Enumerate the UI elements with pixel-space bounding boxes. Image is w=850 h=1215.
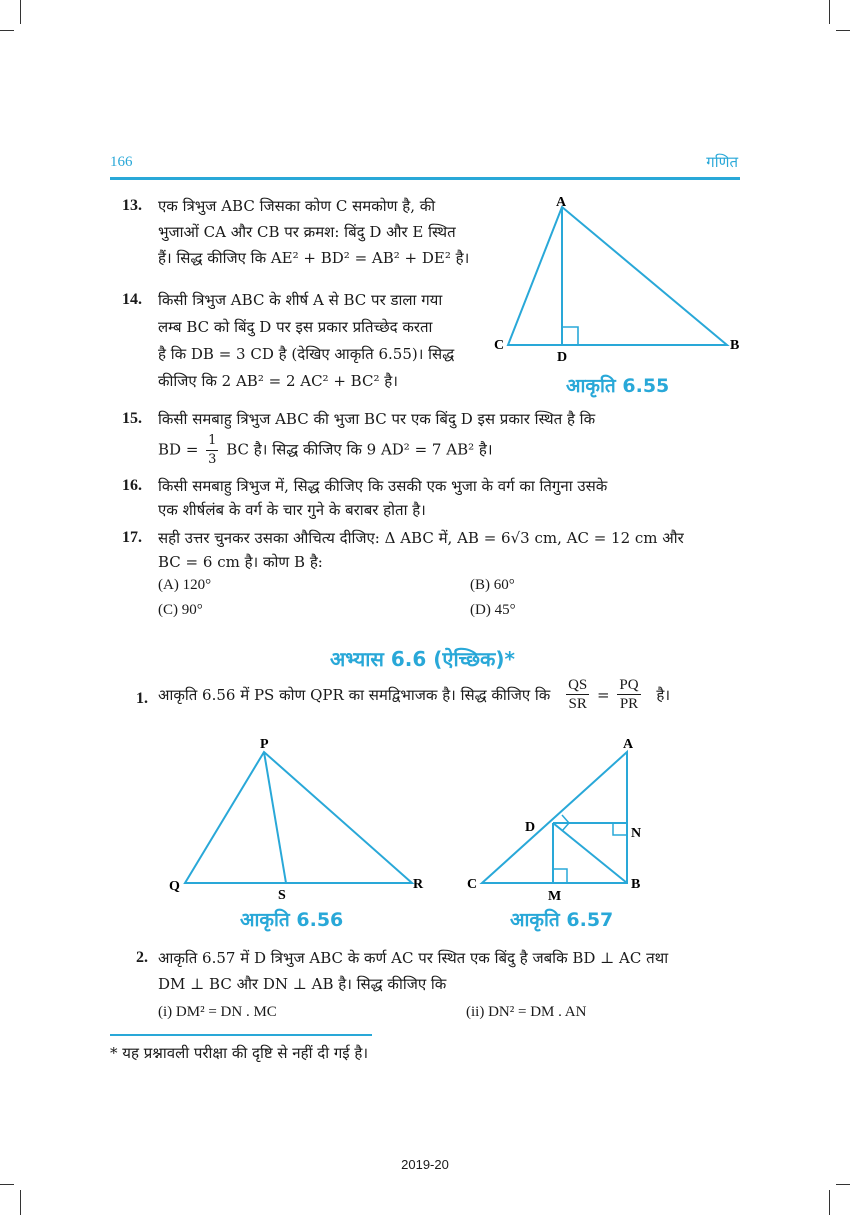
fraction-denominator: SR — [568, 696, 587, 712]
question-number: 13. — [122, 197, 142, 214]
option-c: (C) 90° — [158, 602, 203, 618]
question-line: किसी त्रिभुज ABC के शीर्ष A से BC पर डाला गया — [158, 291, 443, 309]
crop-mark — [0, 30, 14, 31]
exercise-question-1 — [110, 676, 750, 722]
question-line: किसी समबाहु त्रिभुज में, सिद्ध कीजिए कि उसकी एक भुजा के वर्ग का तिगुना उसके — [158, 477, 608, 495]
question-line: DM ⊥ BC और DN ⊥ AB है। सिद्ध कीजिए कि — [158, 975, 447, 993]
question-line: हैं। सिद्ध कीजिए कि AE² + BD² = AB² + DE² है। — [158, 249, 470, 267]
figure-6-55 — [490, 193, 750, 368]
bisector-ps — [264, 752, 286, 883]
vertex-label-c: C — [494, 338, 505, 353]
fraction — [617, 676, 640, 713]
vertex-label-a: A — [623, 737, 634, 752]
question-line — [158, 676, 670, 713]
question-number: 14. — [122, 291, 142, 308]
option-a: (A) 120° — [158, 577, 212, 593]
vertex-label-s: S — [278, 888, 286, 903]
vertex-label-n: N — [631, 826, 642, 841]
page-number: 166 — [110, 154, 133, 170]
triangle-abc — [508, 207, 727, 345]
question-line: एक शीर्षलंब के वर्ग के चार गुने के बराबर होता है। — [158, 501, 426, 519]
vertex-label-b: B — [730, 338, 740, 353]
perpendicular-bd — [553, 823, 627, 883]
footnote: * यह प्रश्नावली परीक्षा की दृष्टि से नहीं दी गई है। — [110, 1044, 369, 1062]
question-line: किसी समबाहु त्रिभुज ABC की भुजा BC पर एक बिंदु D इस प्रकार स्थित है कि — [158, 410, 596, 428]
fraction-numerator: 1 — [206, 432, 218, 451]
question-number: 2. — [136, 949, 148, 966]
option-b: (B) 60° — [470, 577, 515, 593]
part-i: (i) DM² = DN . MC — [158, 1004, 277, 1020]
question-line: है कि DB = 3 CD है (देखिए आकृति 6.55)। सिद्ध — [158, 345, 455, 363]
subject-title: गणित — [706, 153, 738, 171]
crop-mark — [829, 0, 830, 24]
figure-6-57 — [465, 735, 650, 910]
crop-mark — [836, 1184, 850, 1185]
vertex-label-m: M — [548, 889, 562, 904]
question-line: आकृति 6.57 में D त्रिभुज ABC के कर्ण AC पर स्थित एक बिंदु है जबकि BD ⊥ AC तथा — [158, 949, 669, 967]
option-d: (D) 45° — [470, 602, 516, 618]
fraction — [566, 676, 589, 713]
question-number: 17. — [122, 529, 142, 546]
equals-sign: = — [597, 685, 610, 704]
equation-rhs: BC है। सिद्ध कीजिए कि 9 AD² = 7 AB² है। — [226, 440, 493, 459]
question-line — [158, 432, 493, 469]
exercise-title: अभ्यास 6.6 (ऐच्छिक)* — [330, 647, 515, 671]
crop-mark — [20, 0, 21, 24]
question-text: है। — [656, 685, 671, 704]
crop-mark — [0, 1184, 14, 1185]
header-rule — [110, 177, 740, 180]
crop-mark — [829, 1190, 830, 1215]
question-line: भुजाओं CA और CB पर क्रमश: बिंदु D और E स्थित — [158, 223, 456, 241]
figure-caption: आकृति 6.56 — [240, 909, 344, 931]
fraction-numerator: PQ — [619, 677, 639, 693]
page-header — [110, 150, 740, 180]
vertex-label-r: R — [413, 877, 424, 892]
vertex-label-d: D — [525, 820, 536, 835]
question-line: लम्ब BC को बिंदु D पर इस प्रकार प्रतिच्छेद करता — [158, 318, 433, 336]
part-ii: (ii) DN² = DM . AN — [466, 1004, 587, 1020]
vertex-label-q: Q — [169, 879, 180, 894]
edition-year: 2019-20 — [401, 1157, 449, 1172]
question-text: आकृति 6.56 में PS कोण QPR का समद्विभाजक है। सिद्ध कीजिए कि — [158, 685, 551, 704]
crop-mark — [20, 1190, 21, 1215]
question-number: 15. — [122, 410, 142, 427]
question-number: 16. — [122, 477, 142, 494]
vertex-label-a: A — [556, 195, 567, 210]
fraction-denominator: PR — [619, 696, 639, 712]
question-line: कीजिए कि 2 AB² = 2 AC² + BC² है। — [158, 372, 398, 390]
crop-mark — [836, 30, 850, 31]
question-line: एक त्रिभुज ABC जिसका कोण C समकोण है, की — [158, 197, 436, 215]
right-angle-mark — [613, 823, 627, 835]
fraction-denominator: 3 — [208, 452, 217, 467]
vertex-label-d: D — [557, 350, 568, 365]
right-angle-mark — [562, 327, 578, 345]
question-line: BC = 6 cm है। कोण B है: — [158, 553, 323, 571]
figure-caption: आकृति 6.57 — [510, 909, 614, 931]
triangle-pqr — [185, 752, 412, 883]
footnote-rule — [110, 1034, 372, 1036]
vertex-label-b: B — [631, 877, 641, 892]
fraction-numerator: QS — [568, 677, 588, 693]
fraction — [206, 432, 218, 469]
vertex-label-p: P — [260, 737, 269, 752]
equation-lhs: BD = — [158, 440, 199, 459]
question-number: 1. — [136, 690, 148, 707]
figure-caption: आकृति 6.55 — [566, 375, 670, 397]
triangle-abc — [482, 752, 627, 883]
figure-6-56 — [165, 735, 435, 910]
question-line: सही उत्तर चुनकर उसका औचित्य दीजिए: Δ ABC में, AB = 6√3 cm, AC = 12 cm और — [158, 529, 684, 547]
vertex-label-c: C — [467, 877, 478, 892]
right-angle-mark — [553, 869, 567, 883]
